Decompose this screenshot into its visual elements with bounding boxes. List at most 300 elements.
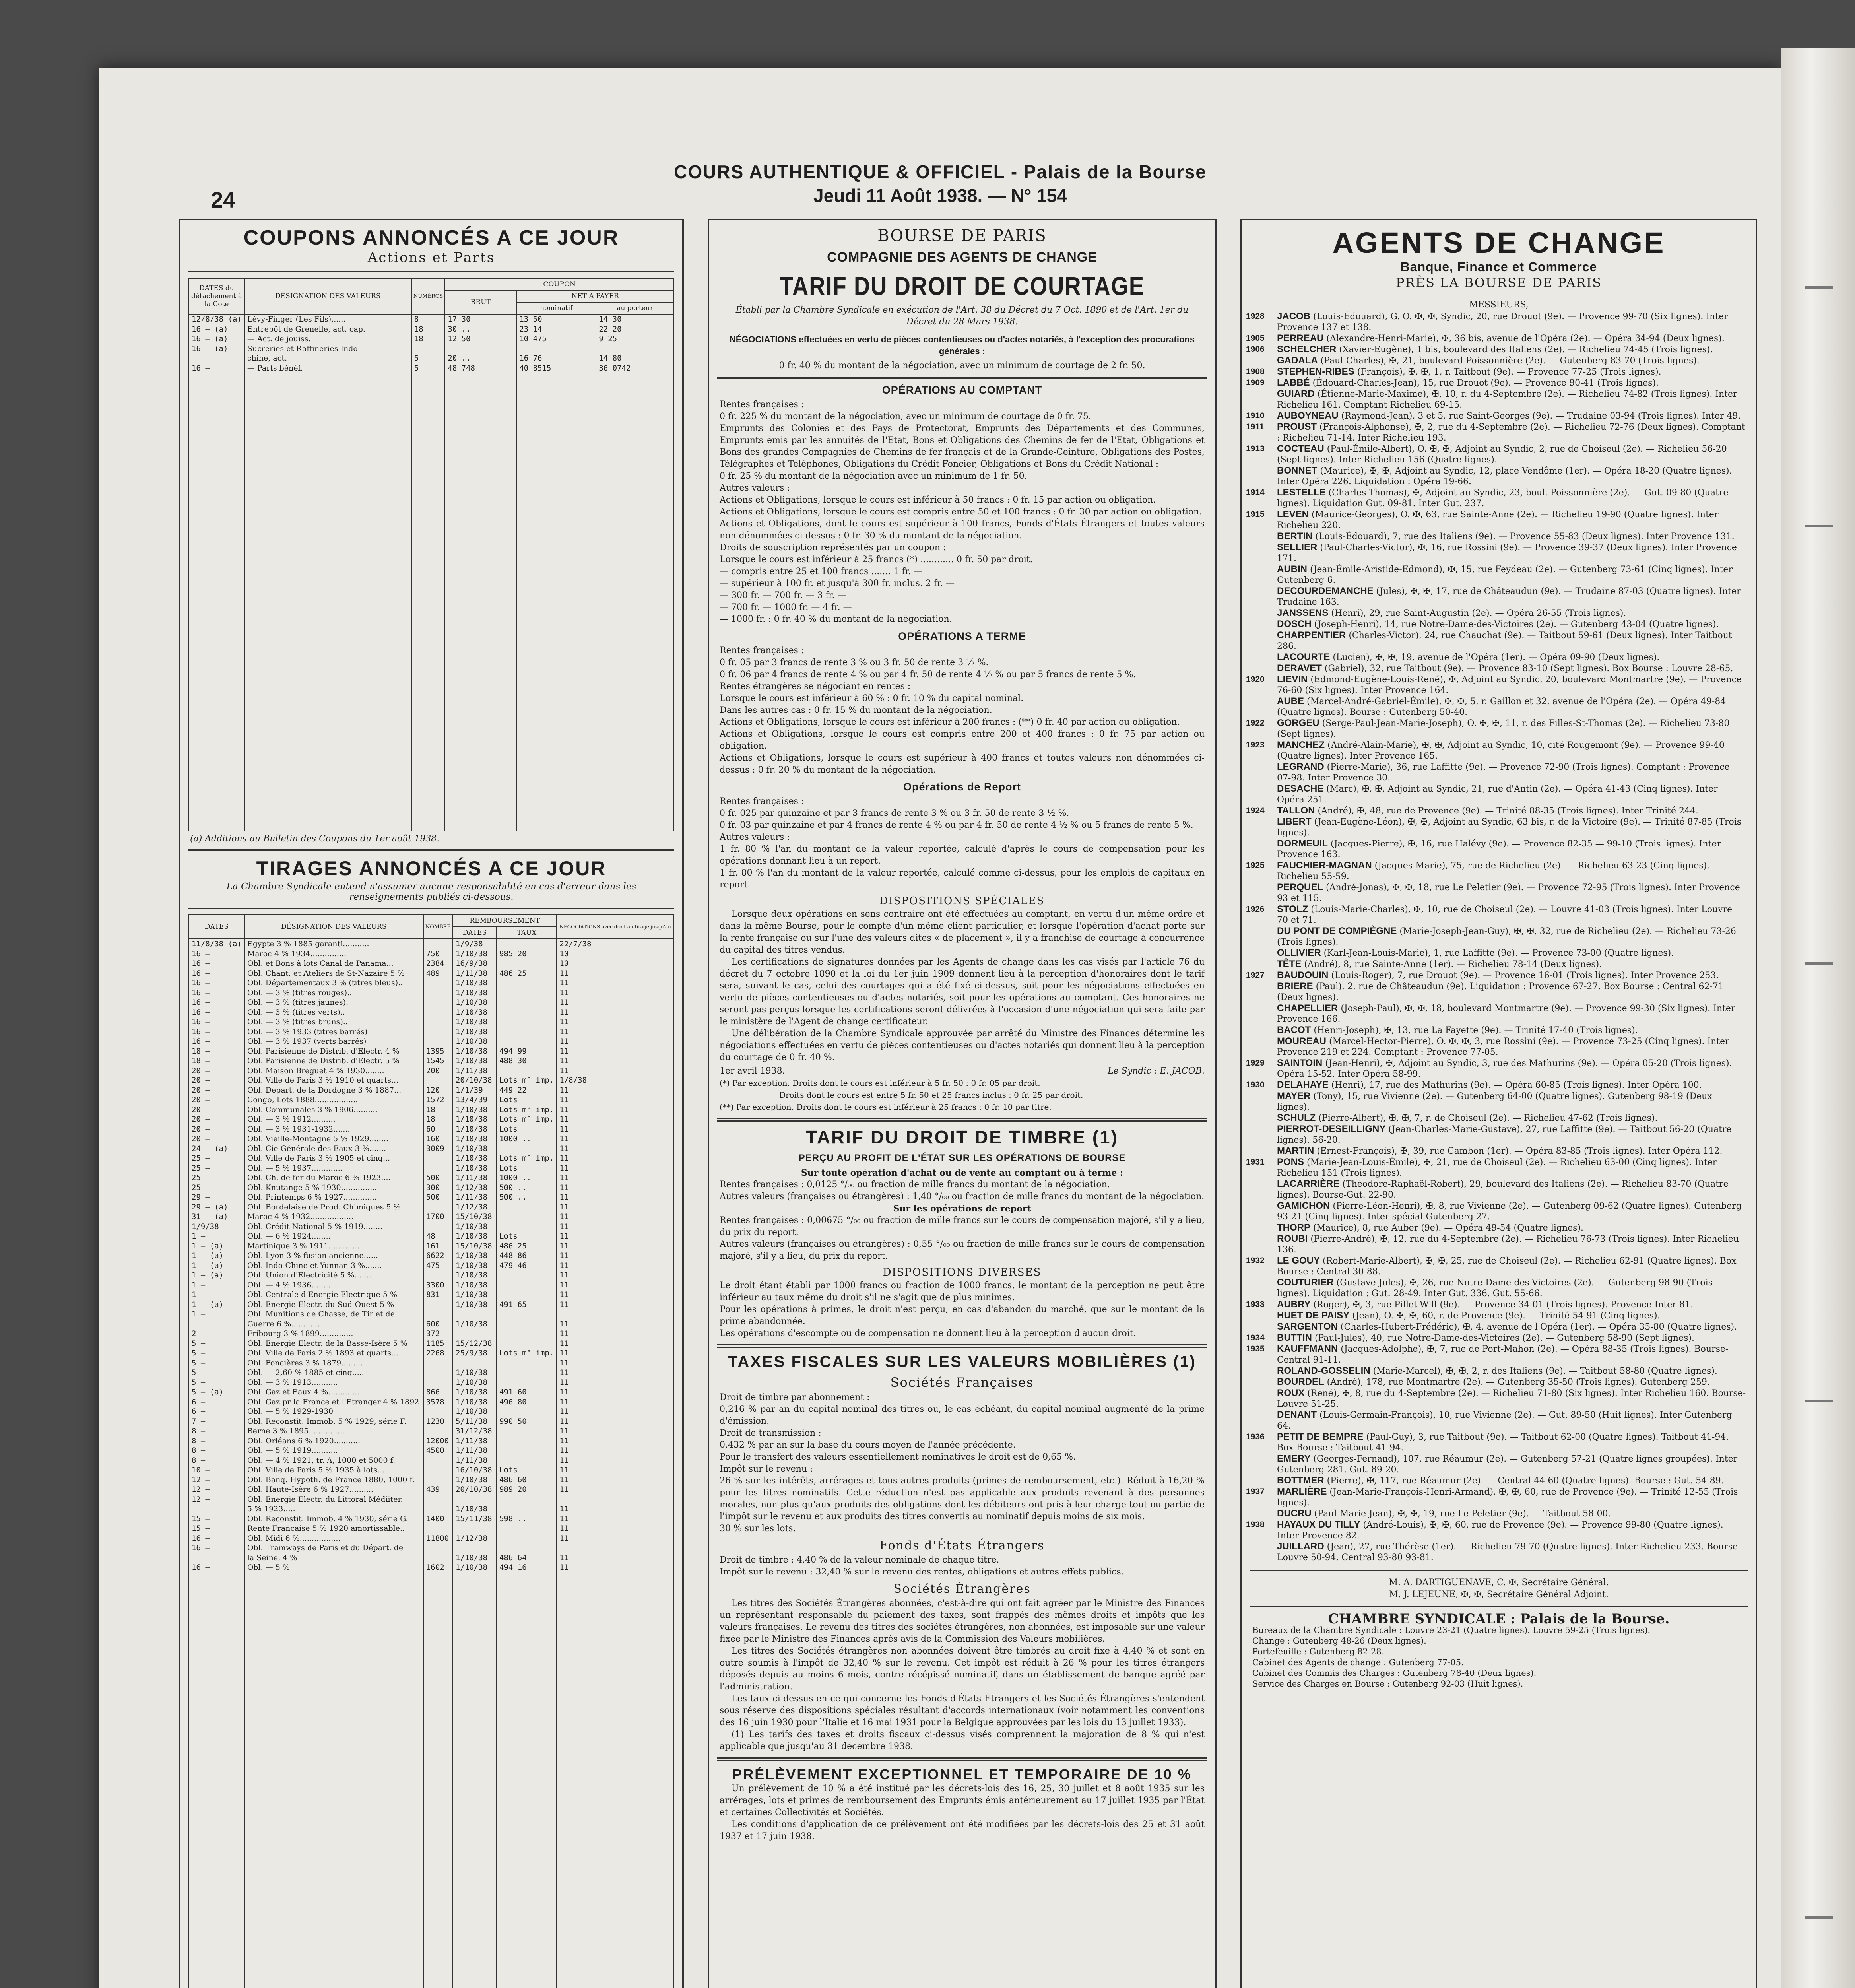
- tirage-rdate: 1/11/38: [453, 1192, 497, 1202]
- taxes-fr-text: [709, 1392, 1215, 1535]
- tirage-rdate: 5/11/38: [453, 1417, 497, 1427]
- table-row: [189, 1407, 674, 1417]
- agent-text: [1277, 421, 1746, 443]
- agent-text: [1277, 355, 1746, 366]
- tirage-taux: [497, 1495, 557, 1505]
- tirage-date: 8 —: [189, 1446, 244, 1456]
- chambre-line: Cabinet des Agents de change : Gutenberg 77-05.: [1252, 1658, 1464, 1667]
- agent-details: (Marcel-Hector-Pierre), O. ✠, ✠, 3, rue Rossini (9e). — Provence 73-25 (Cinq lignes). Inter Provence 219 et 224. Comptant : Provence 77-05.: [1277, 1037, 1729, 1057]
- tirage-designation: Obl. Crédit National 5 % 1919........: [244, 1222, 423, 1232]
- agent-entry: [1246, 608, 1746, 619]
- tirage-negociation: 11: [557, 1183, 674, 1193]
- chambre-line: Change : Gutenberg 48-26 (Deux lignes).: [1252, 1636, 1426, 1646]
- tirage-designation: Obl. Reconstit. Immob. 4 % 1930, série G.: [244, 1514, 423, 1524]
- agent-text: [1277, 1376, 1746, 1388]
- agent-year: 1908: [1246, 367, 1265, 376]
- agent-text: [1277, 487, 1746, 509]
- timbre-line-1: Sur toute opération d'achat ou de vente au comptant ou à terme :: [801, 1168, 1123, 1178]
- tirage-date: 5 —: [189, 1348, 244, 1358]
- tirage-designation: Obl. — 3 % (titres jaunes).: [244, 998, 423, 1008]
- tirage-date: 1 —: [189, 1309, 244, 1319]
- agent-name: HUET DE PAISY: [1277, 1310, 1350, 1321]
- agents-messieurs: MESSIEURS,: [1469, 300, 1529, 310]
- coupons-table: [188, 278, 674, 831]
- tirage-taux: Lots m° imp.: [497, 1076, 557, 1085]
- tirage-date: 24 — (a): [189, 1144, 244, 1154]
- timbre-line-5: Rentes françaises : 0,00675 °/₀₀ ou fraction de mille francs sur le cours de compensation majoré, s'il y a lieu, du prix du report.: [720, 1215, 1205, 1237]
- agent-name: HAYAUX DU TILLY: [1277, 1519, 1360, 1530]
- agent-year: [1246, 619, 1277, 630]
- tirage-nombre: 300: [423, 1183, 453, 1193]
- tirage-negociation: 11: [557, 1290, 674, 1300]
- agent-entry: [1246, 388, 1746, 410]
- agent-year: [1246, 882, 1277, 904]
- coupon-numero: 5: [411, 353, 445, 363]
- tirage-negociation: 11: [557, 1524, 674, 1534]
- table-row: [189, 324, 674, 334]
- taxes-etr-heading: Fonds d'États Étrangers: [879, 1539, 1045, 1553]
- agent-details: (Pierre), ✠, 117, rue Réaumur (2e). — Central 44-60 (Quatre lignes). Bourse : Gut. 54-89.: [1324, 1476, 1724, 1486]
- coupon-porteur: 14 80: [596, 353, 674, 363]
- table-row: [189, 1008, 674, 1017]
- divider: [188, 271, 674, 272]
- tirage-date: 16 —: [189, 959, 244, 969]
- tirage-negociation: 11: [557, 1017, 674, 1027]
- agent-entry: [1246, 1453, 1746, 1475]
- agent-text: [1277, 816, 1746, 838]
- tirage-date: 16 —: [189, 1534, 244, 1543]
- coupons-header-net: NET A PAYER: [516, 290, 674, 302]
- coupon-nominatif: 10 475: [516, 334, 596, 344]
- tirage-date: 31 — (a): [189, 1212, 244, 1222]
- tirage-negociation: 11: [557, 1407, 674, 1417]
- agent-entry: [1246, 1233, 1746, 1255]
- agent-details: (Charles-Victor), 24, rue Chauchat (9e). — Taitbout 59-61 (Deux lignes). Inter Taitbout 286.: [1277, 631, 1732, 651]
- tirage-negociation: 11: [557, 1514, 674, 1524]
- taxes-etr-line: Impôt sur le revenu : 32,40 % sur le revenu des rentes, obligations et autres effets publics.: [720, 1567, 1124, 1577]
- tirage-designation: Obl. — 5 % 1919...........: [244, 1446, 423, 1456]
- tirage-negociation: 11: [557, 1202, 674, 1212]
- tirage-rdate: 1/10/38: [453, 949, 497, 959]
- tirage-taux: 491 60: [497, 1387, 557, 1397]
- agent-entry: [1246, 926, 1746, 947]
- taxes-etr-text: [709, 1554, 1215, 1578]
- agent-year: [1246, 652, 1277, 663]
- tirage-rdate: 1/10/38: [453, 1504, 497, 1514]
- tirage-rdate: 1/10/38: [453, 1368, 497, 1378]
- newspaper-page: [99, 68, 1781, 1988]
- table-row: [189, 334, 674, 344]
- agent-name: BUTTIN: [1277, 1332, 1312, 1343]
- agent-name: STOLZ: [1277, 904, 1308, 914]
- tirage-negociation: 11: [557, 1436, 674, 1446]
- table-row: [189, 1261, 674, 1271]
- tirage-taux: 494 16: [497, 1563, 557, 1573]
- tirage-nombre: [423, 1475, 453, 1485]
- tirage-rdate: 1/10/38: [453, 1397, 497, 1407]
- agent-text: [1277, 882, 1746, 904]
- agents-secretary-adjoint: M. J. LEJEUNE, ✠, ✠, Secrétaire Général Adjoint.: [1389, 1590, 1609, 1600]
- taxes-fr-line: 30 % sur les lots.: [720, 1524, 796, 1534]
- agent-year: 1914: [1246, 488, 1265, 497]
- terme-line: Actions et Obligations, lorsque le cours est supérieur à 400 francs et toutes valeurs non dénommées ci-dessus : 0 fr. 20 % du montant de la négociation.: [720, 753, 1205, 775]
- agent-details: (Marie-Joseph-Jean-Guy), ✠, ✠, 32, rue de Richelieu (2e). — Richelieu 73-26 (Trois lignes).: [1277, 926, 1736, 947]
- tirage-rdate: 1/10/38: [453, 1134, 497, 1144]
- agent-entry: [1246, 366, 1746, 377]
- tirage-date: 8 —: [189, 1426, 244, 1436]
- agent-year: [1246, 1277, 1277, 1299]
- tirage-designation: Obl. Gaz et Eaux 4 %.............: [244, 1387, 423, 1397]
- tirage-date: 1 — (a): [189, 1251, 244, 1261]
- agent-entry: [1246, 970, 1746, 981]
- agent-text: [1277, 564, 1746, 586]
- tirage-nombre: [423, 1008, 453, 1017]
- tirage-negociation: 10: [557, 949, 674, 959]
- agent-text: [1277, 1519, 1746, 1541]
- section-terme: OPÉRATIONS A TERME: [898, 630, 1026, 642]
- agent-entry: [1246, 1200, 1746, 1222]
- agent-entry: [1246, 1091, 1746, 1112]
- tirage-taux: [497, 988, 557, 998]
- table-row: [189, 1553, 674, 1563]
- tirage-designation: Obl. — 6 % 1924........: [244, 1231, 423, 1241]
- tirage-designation: Obl. Indo-Chine et Yunnan 3 %.......: [244, 1261, 423, 1271]
- agent-details: (Jacques-Adolphe), ✠, 7, rue de Port-Mahon (2e). — Opéra 88-35 (Trois lignes). Bourse-Central 91-11.: [1277, 1344, 1729, 1365]
- tirage-negociation: 11: [557, 1339, 674, 1349]
- table-row: [189, 1534, 674, 1543]
- agent-entry: [1246, 1145, 1746, 1157]
- tirage-negociation: 11: [557, 1368, 674, 1378]
- agent-entry: [1246, 1486, 1746, 1508]
- tirage-date: 1/9/38: [189, 1222, 244, 1232]
- agent-text: [1277, 1091, 1746, 1112]
- coupons-header-dates: DATES du détachement à la Cote: [189, 278, 244, 314]
- agent-year: [1246, 564, 1277, 586]
- tirage-rdate: 1/10/38: [453, 1017, 497, 1027]
- tirage-date: 16 —: [189, 969, 244, 978]
- page-number: 24: [211, 187, 236, 212]
- agent-entry: [1246, 421, 1746, 443]
- tirage-rdate: 15/10/38: [453, 1241, 497, 1251]
- tirage-nombre: [423, 1153, 453, 1163]
- timbre-disposition-1: Le droit étant établi par 1000 francs ou fraction de 1000 francs, le montant de la perception ne peut être inférieur au taux même du droit s'il ne s'agit que de plus minimes.: [720, 1281, 1205, 1303]
- agent-entry: [1246, 1431, 1746, 1453]
- tirage-rdate: 16/10/38: [453, 1465, 497, 1475]
- tirage-negociation: 11: [557, 1222, 674, 1232]
- agent-year: [1246, 1112, 1277, 1124]
- agent-name: SCHELCHER: [1277, 344, 1337, 355]
- tirage-designation: Obl. — 3 % 1937 (verts barrés): [244, 1037, 423, 1046]
- agent-year: [1246, 1025, 1277, 1036]
- chambre-title: CHAMBRE SYNDICALE : Palais de la Bourse.: [1328, 1611, 1670, 1627]
- agent-text: [1277, 1486, 1746, 1508]
- agent-year: [1246, 663, 1277, 674]
- comptant-line: Droits de souscription représentés par un coupon :: [720, 543, 946, 553]
- adjacent-page-edge: [1781, 48, 1855, 1988]
- agent-name: SAINTOIN: [1277, 1058, 1323, 1068]
- tirage-designation: Obl. Ville de Paris 3 % 1910 et quarts...: [244, 1076, 423, 1085]
- agent-entry: [1246, 1157, 1746, 1178]
- agent-entry: [1246, 1255, 1746, 1277]
- agent-name: MOUREAU: [1277, 1036, 1326, 1046]
- agent-details: (Edmond-Eugène-Louis-René), ✠, Adjoint au Syndic, 20, boulevard Montmartre (9e). — Provence 76-60 (Six lignes). Inter Provence 164.: [1277, 675, 1742, 695]
- agent-entry: [1246, 1519, 1746, 1541]
- coupon-numero: 5: [411, 363, 445, 373]
- terme-line: Actions et Obligations, lorsque le cours est compris entre 200 et 400 francs : 0 fr. 75 par action ou obligation.: [720, 729, 1205, 751]
- agent-text: [1277, 1200, 1746, 1222]
- agent-name: PERQUEL: [1277, 882, 1323, 893]
- taxes-fr-line: Droit de transmission :: [720, 1428, 821, 1438]
- agents-subtitle: Banque, Finance et Commerce: [1400, 260, 1597, 274]
- coupons-header-brut: BRUT: [445, 290, 516, 314]
- agent-details: (Charles-Thomas), ✠, Adjoint au Syndic, 23, boul. Poissonnière (2e). — Gut. 09-80 (Quatre lignes). Liquidation Gut. 09-81. Inter Gut. 237.: [1277, 488, 1729, 509]
- agent-name: SARGENTON: [1277, 1321, 1338, 1332]
- report-line: 1 fr. 80 % l'an du montant de la valeur reportée, calculé comme ci-dessus, pour les emplois de capitaux en report.: [720, 868, 1205, 890]
- tirages-title: TIRAGES ANNONCÉS A CE JOUR: [256, 857, 607, 879]
- table-row: [189, 1504, 674, 1514]
- tirage-taux: [497, 1368, 557, 1378]
- agent-year: [1246, 1365, 1277, 1376]
- comptant-rules: [709, 399, 1215, 625]
- tirage-rdate: 15/10/38: [453, 1212, 497, 1222]
- tirage-rdate: [453, 1543, 497, 1553]
- agent-text: [1277, 663, 1746, 674]
- agent-entry: [1246, 1112, 1746, 1124]
- tirage-rdate: 1/10/38: [453, 1261, 497, 1271]
- divider: [717, 1344, 1207, 1348]
- tirage-designation: Egypte 3 % 1885 garanti...........: [244, 939, 423, 949]
- tirage-negociation: 11: [557, 998, 674, 1008]
- agent-year: [1246, 1321, 1277, 1332]
- table-cell: [423, 1573, 453, 1988]
- tirage-rdate: 1/10/38: [453, 1046, 497, 1056]
- tirage-date: 12 —: [189, 1485, 244, 1495]
- tirage-designation: Obl. — 3 % 1912..........: [244, 1114, 423, 1124]
- tirage-negociation: [557, 1309, 674, 1319]
- tirage-rdate: 13/4/39: [453, 1095, 497, 1105]
- coupon-numero: 8: [411, 314, 445, 324]
- tirage-negociation: 22/7/38: [557, 939, 674, 949]
- table-row: [189, 1309, 674, 1319]
- coupon-designation: Lévy-Finger (Les Fils)......: [244, 314, 411, 324]
- table-row: [189, 1183, 674, 1193]
- tirage-rdate: 1/11/38: [453, 1446, 497, 1456]
- tirage-negociation: 11: [557, 1144, 674, 1154]
- tirage-negociation: 11: [557, 1534, 674, 1543]
- comptant-line: Autres valeurs :: [720, 483, 790, 493]
- tirage-taux: [497, 1543, 557, 1553]
- tirage-designation: Obl. — 3 % 1913...........: [244, 1378, 423, 1388]
- tirage-designation: Obl. — 3 % (titres verts)..: [244, 1008, 423, 1017]
- agent-entry: [1246, 718, 1746, 740]
- agent-name: DESACHE: [1277, 783, 1324, 794]
- coupon-nominatif: 16 76: [516, 353, 596, 363]
- tirage-negociation: 11: [557, 1329, 674, 1339]
- agent-text: [1277, 465, 1746, 487]
- tirage-nombre: 1700: [423, 1212, 453, 1222]
- agent-entry: [1246, 509, 1746, 531]
- agent-year: [1246, 838, 1277, 860]
- tirage-nombre: [423, 1163, 453, 1173]
- tirage-date: 2 —: [189, 1329, 244, 1339]
- agent-details: (Gabriel), 32, rue Taitbout (9e). — Provence 83-10 (Sept lignes). Box Bourse : Louvre 28-65.: [1321, 664, 1733, 674]
- agent-entry: [1246, 487, 1746, 509]
- agent-year: 1906: [1246, 345, 1265, 354]
- table-cell: [453, 1573, 497, 1988]
- tirage-taux: 486 25: [497, 1241, 557, 1251]
- coupons-title: COUPONS ANNONCÉS A CE JOUR: [243, 226, 619, 249]
- agent-details: (Jean-Henri), ✠, Adjoint au Syndic, 3, rue des Mathurins (9e). — Opéra 05-20 (Trois lignes). Opéra 15-52. Inter Opéra 58-99.: [1277, 1058, 1732, 1079]
- tirage-date: 16 —: [189, 978, 244, 988]
- tirage-rdate: 1/10/38: [453, 978, 497, 988]
- agent-details: (Étienne-Marie-Maxime), ✠, 10, r. du 4-Septembre (2e). — Richelieu 74-82 (Trois lignes). Inter Richelieu 161. Comptant Richelieu 69-15.: [1277, 389, 1737, 410]
- agent-year: 1927: [1246, 971, 1265, 980]
- prelevement-paragraph: Les conditions d'application de ce prélèvement ont été modifiées par les décrets-lois des 25 et 31 août 1937 et 17 juin 1938.: [720, 1819, 1205, 1841]
- tirage-date: [189, 1553, 244, 1563]
- tirage-rdate: 20/10/38: [453, 1485, 497, 1495]
- tirage-rdate: 1/10/38: [453, 1270, 497, 1280]
- tirage-taux: Lots m° imp.: [497, 1114, 557, 1124]
- agent-details: (Paul), 2, rue de Châteaudun (9e). Liquidation : Provence 67-27. Box Bourse : Central 62-71 (Deux lignes).: [1277, 982, 1724, 1002]
- agent-details: (Roger), ✠, 3, rue Pillet-Will (9e). — Provence 34-01 (Trois lignes). Provence Inter 81.: [1310, 1300, 1693, 1310]
- tirage-rdate: 1/10/38: [453, 1231, 497, 1241]
- terme-line: Lorsque le cours est inférieur à 60 % : 0 fr. 10 % du capital nominal.: [720, 693, 1024, 703]
- agent-text: [1277, 761, 1746, 783]
- agent-details: (Jean), 27, rue Thérèse (1er). — Richelieu 79-70 (Quatre lignes). Inter Richelieu 233. Bourse-Louvre 50-94. Central 93-80 93-81.: [1277, 1542, 1741, 1563]
- tirage-designation: Obl. — 4 % 1936........: [244, 1280, 423, 1290]
- timbre-disposition-3: Les opérations d'escompte ou de compensation ne donnent lieu à la perception d'aucun droit.: [720, 1328, 1136, 1338]
- tirage-designation: Rente Française 5 % 1920 amortissable..: [244, 1524, 423, 1534]
- agent-entry: [1246, 586, 1746, 608]
- agent-entry: [1246, 652, 1746, 663]
- agent-text: [1277, 783, 1746, 805]
- tirage-taux: 985 20: [497, 949, 557, 959]
- agent-text: [1277, 586, 1746, 608]
- bourse-heading: BOURSE DE PARIS: [877, 227, 1047, 245]
- tirage-taux: [497, 998, 557, 1008]
- timbre-line-3: Autres valeurs (françaises ou étrangères) : 1,40 °/₀₀ ou fraction de mille francs du montant de la négociation.: [720, 1192, 1205, 1202]
- agent-text: [1277, 1124, 1746, 1145]
- agent-name: DOSCH: [1277, 619, 1312, 629]
- timbre-title: TARIF DU DROIT DE TIMBRE (1): [806, 1127, 1118, 1147]
- agent-details: (François), ✠, ✠, 1, r. Taitbout (9e). — Provence 77-25 (Trois lignes).: [1354, 367, 1661, 377]
- agent-year: [1246, 630, 1277, 652]
- tirage-date: 10 —: [189, 1465, 244, 1475]
- agent-text: [1277, 1079, 1746, 1091]
- tirage-designation: Obl. — 5 %: [244, 1563, 423, 1573]
- tirage-negociation: 11: [557, 1037, 674, 1046]
- table-row: [189, 1280, 674, 1290]
- coupon-porteur: 22 20: [596, 324, 674, 334]
- agent-text: [1277, 1541, 1746, 1563]
- tirage-date: 20 —: [189, 1076, 244, 1085]
- tirage-negociation: 11: [557, 988, 674, 998]
- tirage-date: 16 —: [189, 998, 244, 1008]
- courtage-date: 1er avril 1938.: [720, 1066, 785, 1076]
- coupon-designation: chine, act.: [244, 353, 411, 363]
- table-row: [189, 1163, 674, 1173]
- agent-year: [1246, 816, 1277, 838]
- agent-text: [1277, 1453, 1746, 1475]
- tirage-date: 16 —: [189, 1008, 244, 1017]
- table-row: [189, 1368, 674, 1378]
- tirage-negociation: 11: [557, 1358, 674, 1368]
- terme-line: Rentes étrangères se négociant en rentes :: [720, 681, 911, 691]
- tirage-nombre: [423, 1553, 453, 1563]
- tirage-nombre: [423, 1017, 453, 1027]
- agent-entry: [1246, 696, 1746, 718]
- tirage-nombre: 372: [423, 1329, 453, 1339]
- coupon-designation: — Act. de jouiss.: [244, 334, 411, 344]
- agent-details: (Marie-Jean-Louis-Émile), ✠, 21, rue de Choiseul (2e). — Richelieu 63-00 (Cinq lignes). Inter Richelieu 151 (Trois lignes).: [1277, 1157, 1717, 1178]
- tirage-rdate: 1/11/38: [453, 1456, 497, 1466]
- table-row: [189, 353, 674, 363]
- taxes-fr-line: 26 % sur les intérêts, arrérages et tous autres produits (primes de remboursement, etc.). Réduit à 16,20 % pour les titres nominatifs. Cette réduction n'est pas applicable aux produits revenant à des personnes morales, non plus qu'aux produits des obligations dont les débiteurs ont pris à leur charge tout ou partie de l'impôt sur le revenu et aux produits des titres convertis au nominatif depuis moins de six mois.: [720, 1476, 1205, 1522]
- table-cell: [557, 1573, 674, 1988]
- tirage-date: 16 —: [189, 949, 244, 959]
- tirage-taux: [497, 1037, 557, 1046]
- agent-name: LIBERT: [1277, 816, 1312, 827]
- agent-name: BERTIN: [1277, 531, 1313, 542]
- tirage-date: 16 —: [189, 1037, 244, 1046]
- agent-text: [1277, 344, 1746, 355]
- tirage-rdate: 1/12/38: [453, 1202, 497, 1212]
- agent-entry: [1246, 1321, 1746, 1332]
- tirage-designation: Guerre 6 %.............: [244, 1319, 423, 1329]
- agent-text: [1277, 926, 1746, 947]
- tirage-nombre: 1400: [423, 1514, 453, 1524]
- tirages-subtitle: La Chambre Syndicale entend n'assumer aucune responsabilité en cas d'erreur dans les renseignements publiés ci-dessous.: [226, 881, 636, 902]
- agent-year: [1246, 1453, 1277, 1475]
- tirage-nombre: [423, 1465, 453, 1475]
- column-coupons-tirages: [179, 219, 684, 1988]
- tirage-taux: [497, 1212, 557, 1222]
- coupon-porteur: 9 25: [596, 334, 674, 344]
- table-row: [189, 1397, 674, 1407]
- courtage-exception-1b: Droits dont le cours est entre 5 fr. 50 et 25 francs inclus : 0 fr. 25 par droit.: [779, 1090, 1083, 1100]
- coupon-nominatif: 23 14: [516, 324, 596, 334]
- agent-details: (Joseph-Paul), ✠, ✠, 18, boulevard Montmartre (9e). — Provence 99-30 (Six lignes). Inter Provence 166.: [1277, 1004, 1735, 1024]
- agent-text: [1277, 1233, 1746, 1255]
- table-cell: [411, 373, 445, 831]
- table-row: [189, 1319, 674, 1329]
- tirage-designation: Obl. Vieille-Montagne 5 % 1929........: [244, 1134, 423, 1144]
- coupon-designation: — Parts bénéf.: [244, 363, 411, 373]
- agent-entry: [1246, 465, 1746, 487]
- tirage-designation: Obl. Haute-Isère 6 % 1927..........: [244, 1485, 423, 1495]
- agent-details: (Théodore-Raphaël-Robert), 29, boulevard des Italiens (2e). — Richelieu 83-70 (Quatre lignes). Bourse-Gut. 22-90.: [1277, 1179, 1729, 1200]
- agent-entry: [1246, 663, 1746, 674]
- tirage-date: 16 —: [189, 1027, 244, 1037]
- table-row: [189, 1017, 674, 1027]
- agent-entry: [1246, 1058, 1746, 1079]
- tirage-designation: Obl. Bordelaise de Prod. Chimiques 5 %: [244, 1202, 423, 1212]
- tirage-nombre: 200: [423, 1066, 453, 1076]
- agent-entry: [1246, 1124, 1746, 1145]
- agent-entry: [1246, 740, 1746, 761]
- coupon-date: 12/8/38 (a): [189, 314, 244, 324]
- report-line: 0 fr. 025 par quinzaine et par 3 francs de rente 3 % ou 3 fr. 50 de rente 3 ½ %.: [720, 808, 1069, 818]
- tirage-designation: Obl. — 5 % 1929-1930: [244, 1407, 423, 1417]
- comptant-line: 0 fr. 225 % du montant de la négociation, avec un minimum de courtage de 0 fr. 75.: [720, 412, 1091, 421]
- agent-year: [1246, 1124, 1277, 1145]
- tirage-nombre: [423, 1368, 453, 1378]
- agents-secretary-general: M. A. DARTIGUENAVE, C. ✠, Secrétaire Général.: [1389, 1578, 1609, 1588]
- table-cell: [189, 1573, 244, 1988]
- agent-name: BAUDOUIN: [1277, 970, 1329, 980]
- agent-entry: [1246, 959, 1746, 970]
- table-row: [189, 1446, 674, 1456]
